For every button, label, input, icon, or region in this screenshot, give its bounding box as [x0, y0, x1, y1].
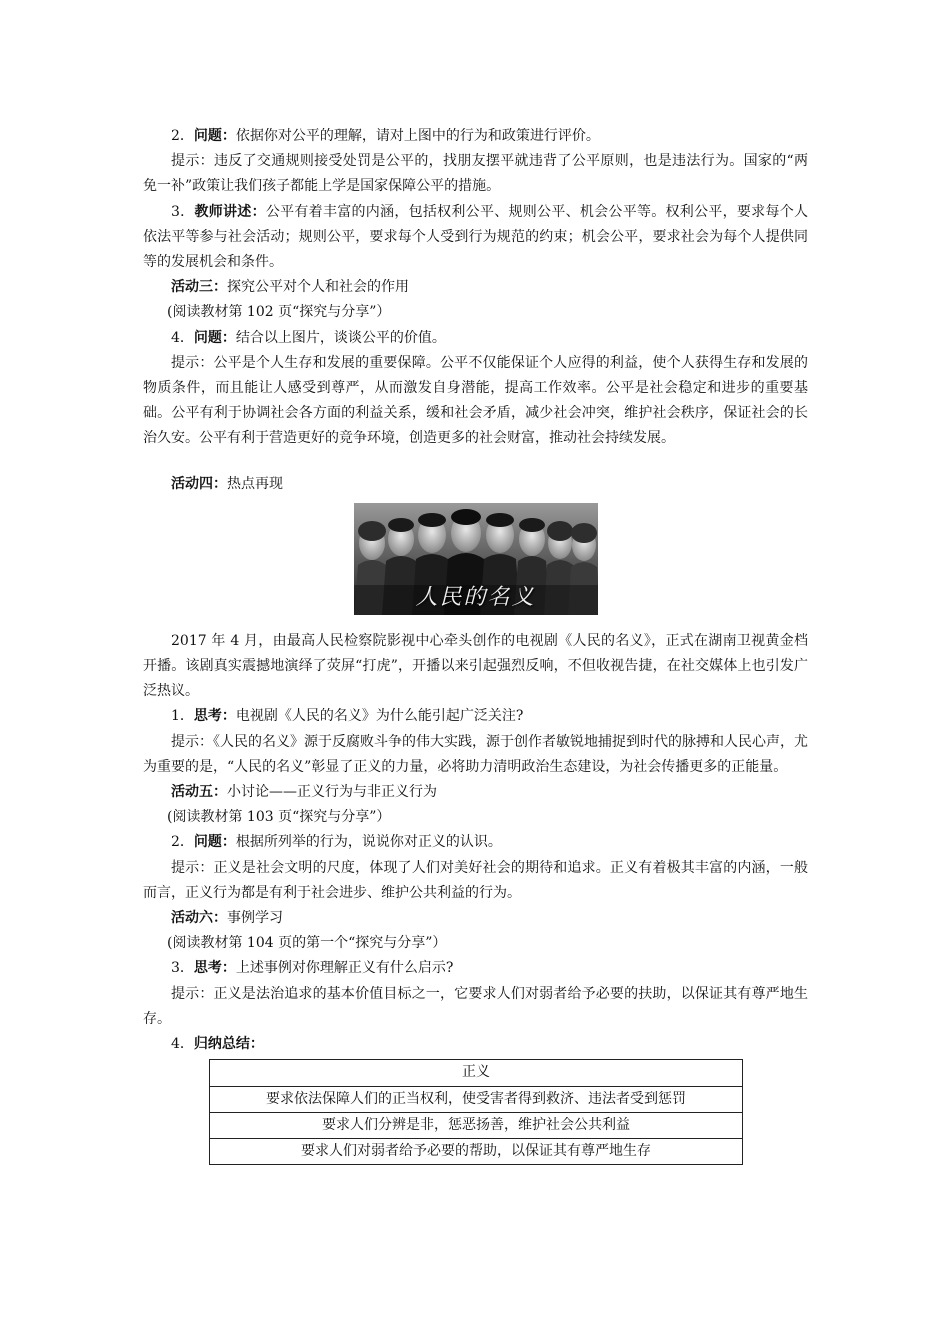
activity-6-heading: 活动六：事例学习: [171, 910, 283, 927]
think-1: 1．思考：电视剧《人民的名义》为什么能引起广泛关注?: [171, 708, 524, 725]
question-2: 2．问题：依据你对公平的理解，请对上图中的行为和政策进行评价。: [171, 128, 600, 144]
question-2b: 2．问题：根据所列举的行为，说说你对正义的认识。: [171, 834, 502, 851]
hint-paragraph-2: 提示：公平是个人生存和发展的重要保障。公平不仅能保证个人应得的利益，使个人获得生存和发展的物质条件，而且能让人感受到尊严，从而激发自身潜能，提高工作效率。公平是社会稳定和进步的重要基础。公平有利于协调社会各方面的利益关系，缓和社会矛盾，减少社会冲突，维护社会秩序，保证社会的长治久安。公平有利于营造更好的竞争环境，创造更多的社会财富，推动社会持续发展。: [143, 354, 808, 447]
table-row: 要求依法保障人们的正当权利，使受害者得到救济、违法者受到惩罚: [210, 1086, 743, 1112]
question-4: 4．问题：结合以上图片，谈谈公平的价值。: [171, 329, 446, 346]
table-header: 正义: [210, 1060, 743, 1086]
hint-paragraph-5: 提示：正义是法治追求的基本价值目标之一，它要求人们对弱者给予必要的扶助，以保证其有尊严地生存。: [143, 985, 808, 1027]
activity-4-heading: 活动四：热点再现: [171, 475, 283, 492]
hint-paragraph-3: 提示：《人民的名义》源于反腐败斗争的伟大实践，源于创作者敏锐地捕捉到时代的脉搏和人民心声，尤为重要的是，“人民的名义”彰显了正义的力量，必将助力清明政治生态建设，为社会传播更多的正能量。: [143, 733, 808, 775]
table-row: 要求人们对弱者给予必要的帮助，以保证其有尊严地生存: [210, 1138, 743, 1164]
hint-paragraph-4: 提示：正义是社会文明的尺度，体现了人们对美好社会的期待和追求。正义有着极其丰富的内涵，一般而言，正义行为都是有利于社会进步、维护公共利益的行为。: [143, 859, 808, 901]
activity-3-reference: (阅读教材第 102 页“探究与分享”）: [167, 304, 391, 321]
activity-6-reference: (阅读教材第 104 页的第一个“探究与分享”）: [167, 935, 447, 952]
poster-title: 人民的名义: [415, 584, 536, 610]
justice-summary-table: [209, 1059, 743, 1165]
activity-5-reference: (阅读教材第 103 页“探究与分享”）: [167, 809, 391, 826]
table-row: 要求人们分辨是非，惩恶扬善，维护社会公共利益: [210, 1112, 743, 1138]
activity-5-heading: 活动五：小讨论——正义行为与非正义行为: [171, 784, 437, 801]
tv-drama-poster: [354, 503, 598, 615]
activity-3-heading: 活动三：探究公平对个人和社会的作用: [171, 279, 409, 296]
hint-paragraph-1: 提示：违反了交通规则接受处罚是公平的，找朋友摆平就违背了公平原则，也是违法行为。国家的“两免一补”政策让我们孩子都能上学是国家保障公平的措施。: [143, 153, 808, 195]
teacher-lecture: 3．教师讲述：公平有着丰富的内涵，包括权利公平、规则公平、机会公平等。权利公平，要求每个人依法平等参与社会活动；规则公平，要求每个人受到行为规范的约束；机会公平，要求社会为每个人提供同等的发展机会和条件。: [143, 203, 808, 271]
think-3: 3．思考：上述事例对你理解正义有什么启示?: [171, 960, 454, 977]
news-paragraph: 2017 年 4 月，由最高人民检察院影视中心牵头创作的电视剧《人民的名义》，正式在湖南卫视黄金档开播。该剧真实震撼地演绎了荧屏“打虎”，开播以来引起强烈反响，不但收视告捷，在社交媒体上也引发广泛热议。: [143, 632, 808, 700]
summary-heading: 4．归纳总结：: [171, 1036, 264, 1053]
document-page: [143, 124, 808, 1165]
